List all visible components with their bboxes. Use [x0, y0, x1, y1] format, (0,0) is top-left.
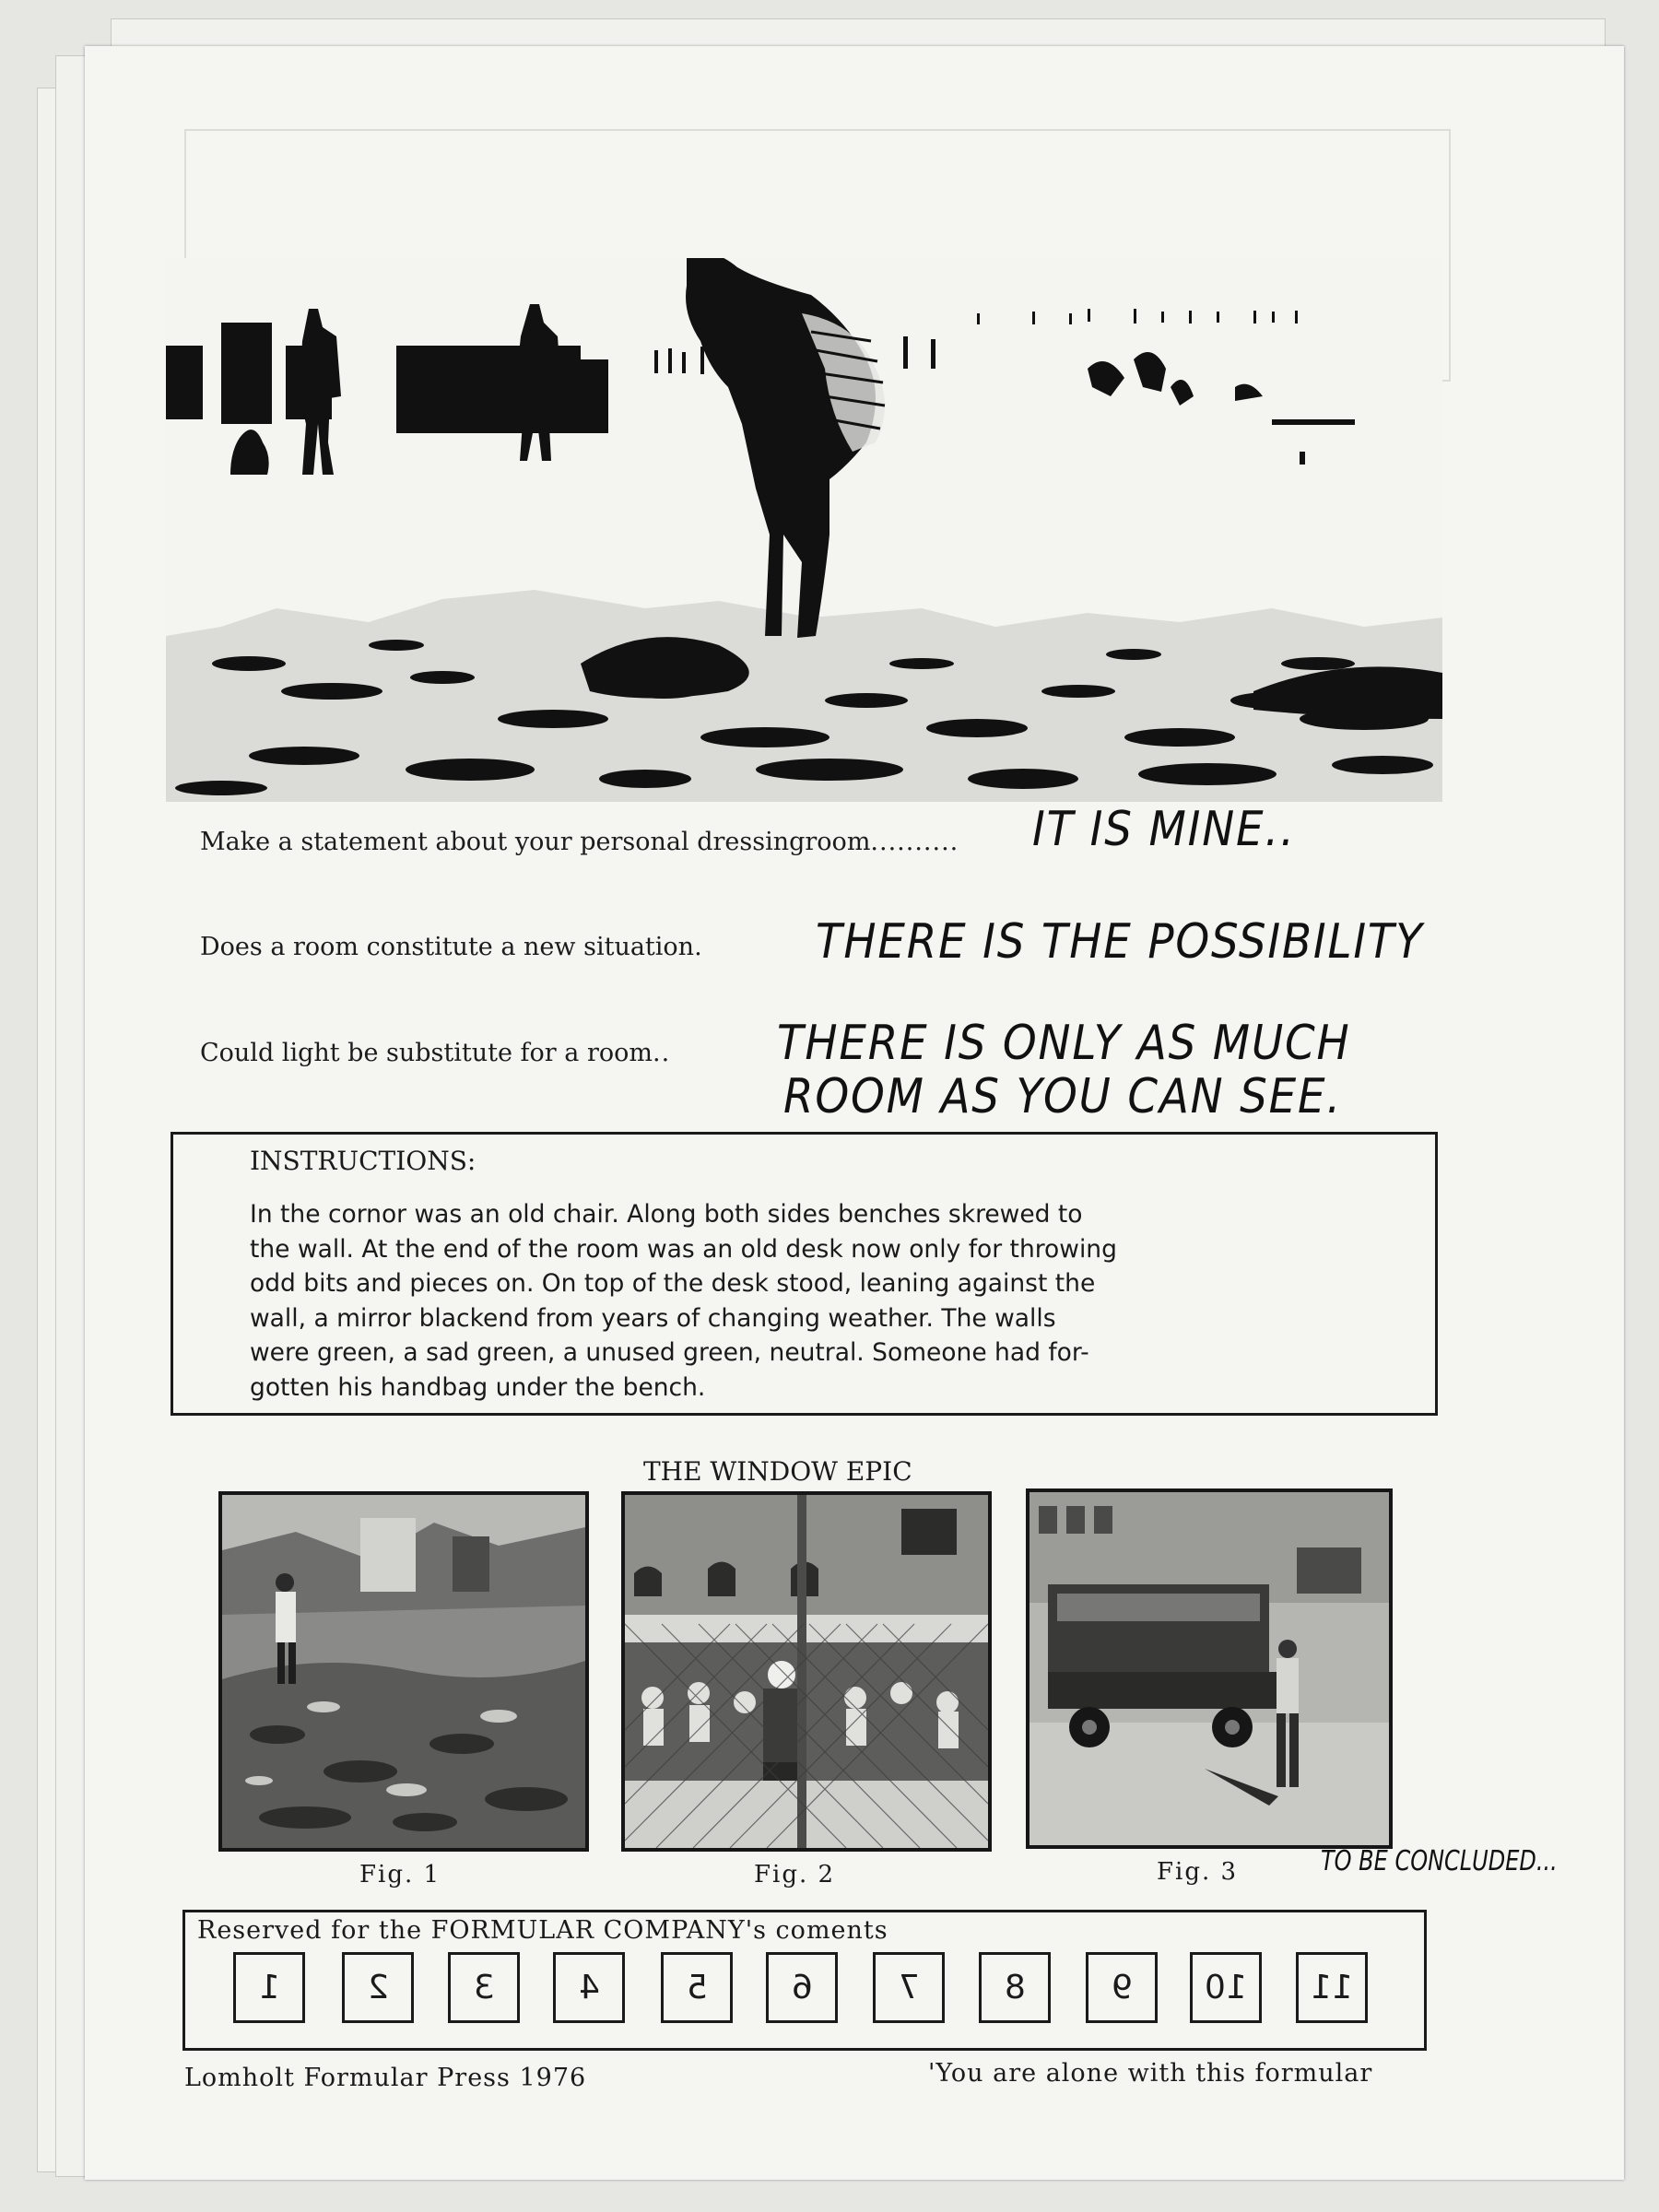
question-2-dots: .	[694, 933, 703, 961]
instructions-text	[250, 1197, 1365, 1405]
answer-1: IT IS MINE..	[1032, 802, 1296, 857]
fig-2-caption: Fig. 2	[754, 1861, 836, 1888]
publisher-footer: Lomholt Formular Press 1976	[184, 2064, 587, 2092]
comment-box-3[interactable]	[448, 1952, 520, 2023]
comment-box-5[interactable]	[661, 1952, 733, 2023]
comment-box-number: 2	[367, 1969, 389, 2006]
comment-box-number: 11	[1311, 1969, 1353, 2006]
question-1	[200, 828, 959, 856]
comment-box-number: 9	[1111, 1969, 1133, 2006]
instructions-line: gotten his handbag under the bench.	[250, 1372, 706, 1402]
question-2-prompt: Does a room constitute a new situation	[200, 933, 695, 961]
fig-3-photo	[1026, 1488, 1393, 1849]
fig-2-photo	[621, 1491, 992, 1852]
instructions-line: In the cornor was an old chair. Along both sides benches skrewed to	[250, 1200, 1083, 1229]
comment-box-8[interactable]	[979, 1952, 1051, 2023]
answer-3-line-1: THERE IS ONLY AS MUCH	[777, 1016, 1351, 1071]
comment-box-number: 8	[1004, 1969, 1026, 2006]
tagline-footer: 'You are alone with this formular	[928, 2059, 1373, 2088]
comment-box-number: 6	[791, 1969, 813, 2006]
instructions-line: were green, a sad green, a unused green, neutral. Someone had for-	[250, 1338, 1089, 1367]
comment-box-number: 7	[898, 1969, 920, 2006]
question-1-prompt: Make a statement about your personal dressingroom	[200, 828, 871, 856]
question-3-dots: ..	[652, 1039, 671, 1067]
comment-box-10[interactable]	[1190, 1952, 1262, 2023]
instructions-title: INSTRUCTIONS:	[250, 1146, 477, 1176]
window-epic-title: THE WINDOW EPIC	[643, 1456, 912, 1487]
comment-box-4[interactable]	[553, 1952, 625, 2023]
to-be-concluded-note: TO BE CONCLUDED...	[1321, 1845, 1558, 1877]
comment-box-2[interactable]	[342, 1952, 414, 2023]
answer-3-line-2: ROOM AS YOU CAN SEE.	[783, 1069, 1343, 1124]
reserved-comments-box	[182, 1910, 1427, 2051]
comment-box-number: 4	[578, 1969, 600, 2006]
comment-box-number: 10	[1205, 1969, 1247, 2006]
comment-box-7[interactable]	[873, 1952, 945, 2023]
comment-box-1[interactable]	[233, 1952, 305, 2023]
question-1-dots: ..........	[870, 828, 959, 856]
question-3-prompt: Could light be substitute for a room	[200, 1039, 653, 1067]
fig-1-caption: Fig. 1	[359, 1861, 441, 1888]
reserved-label: Reserved for the FORMULAR COMPANY's coments	[197, 1916, 888, 1945]
fig-3-caption: Fig. 3	[1157, 1858, 1239, 1886]
fig-1-photo	[218, 1491, 589, 1852]
instructions-line: the wall. At the end of the room was an old desk now only for throwing	[250, 1234, 1117, 1264]
comment-box-number: 1	[258, 1969, 280, 2006]
comment-box-number: 3	[473, 1969, 495, 2006]
instructions-line: odd bits and pieces on. On top of the desk stood, leaning against the	[250, 1269, 1096, 1298]
comment-box-11[interactable]	[1296, 1952, 1368, 2023]
question-3	[200, 1039, 670, 1067]
instructions-line: wall, a mirror blackend from years of changing weather. The walls	[250, 1303, 1056, 1333]
question-2	[200, 933, 703, 961]
beach-photo	[166, 258, 1442, 802]
instructions-box	[171, 1132, 1438, 1416]
answer-2: THERE IS THE POSSIBILITY	[816, 914, 1424, 970]
comment-box-9[interactable]	[1086, 1952, 1158, 2023]
comment-box-6[interactable]	[766, 1952, 838, 2023]
comment-box-number: 5	[686, 1969, 708, 2006]
